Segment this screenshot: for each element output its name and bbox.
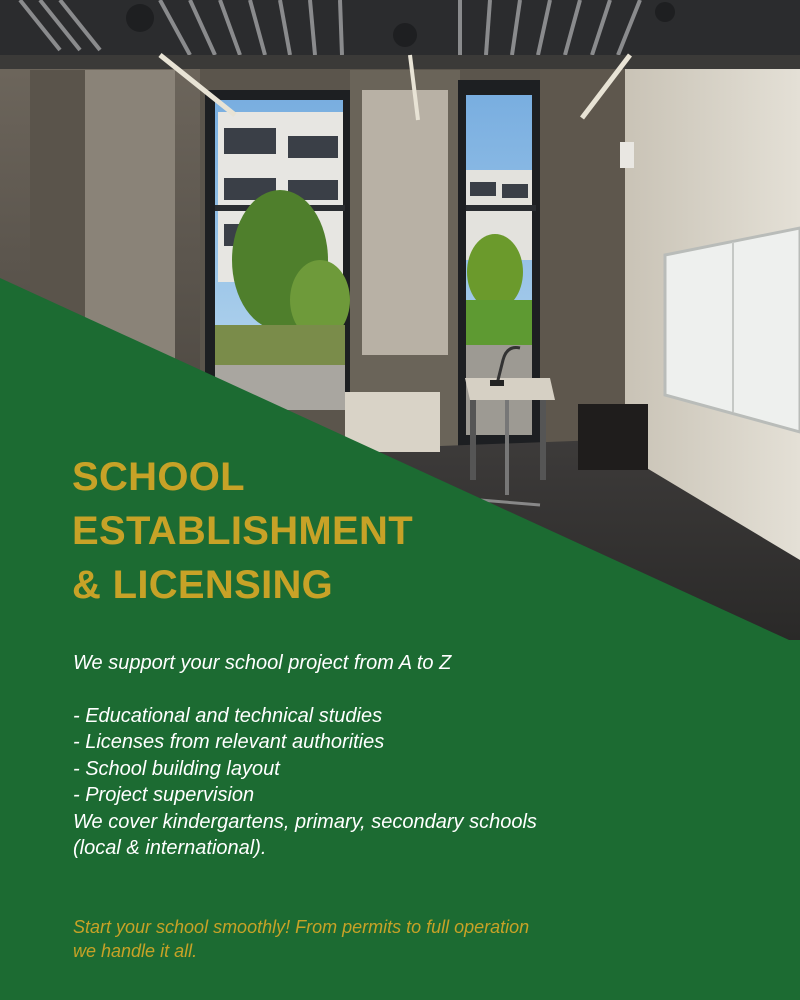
coverage-line: We cover kindergartens, primary, secondary schools [73,810,537,833]
list-item: - School building layout [73,757,280,780]
call-to-action [73,915,713,963]
services-list [73,703,713,809]
title-line: & LICENSING [72,563,334,607]
coverage-line: (local & international). [73,837,267,859]
list-item: - Project supervision [73,784,255,806]
coverage-text [73,809,713,862]
title-line: SCHOOL [72,455,245,499]
cta-line: Start your school smoothly! From permits to full operation [73,917,530,937]
title-line: ESTABLISHMENT [72,509,413,553]
cta-line: we handle it all. [73,941,198,961]
list-item: - Educational and technical studies [73,704,383,727]
intro-text: We support your school project from A to Z [73,652,452,674]
list-item: - Licenses from relevant authorities [73,731,385,753]
body-text [73,650,713,862]
page-title [72,450,413,612]
